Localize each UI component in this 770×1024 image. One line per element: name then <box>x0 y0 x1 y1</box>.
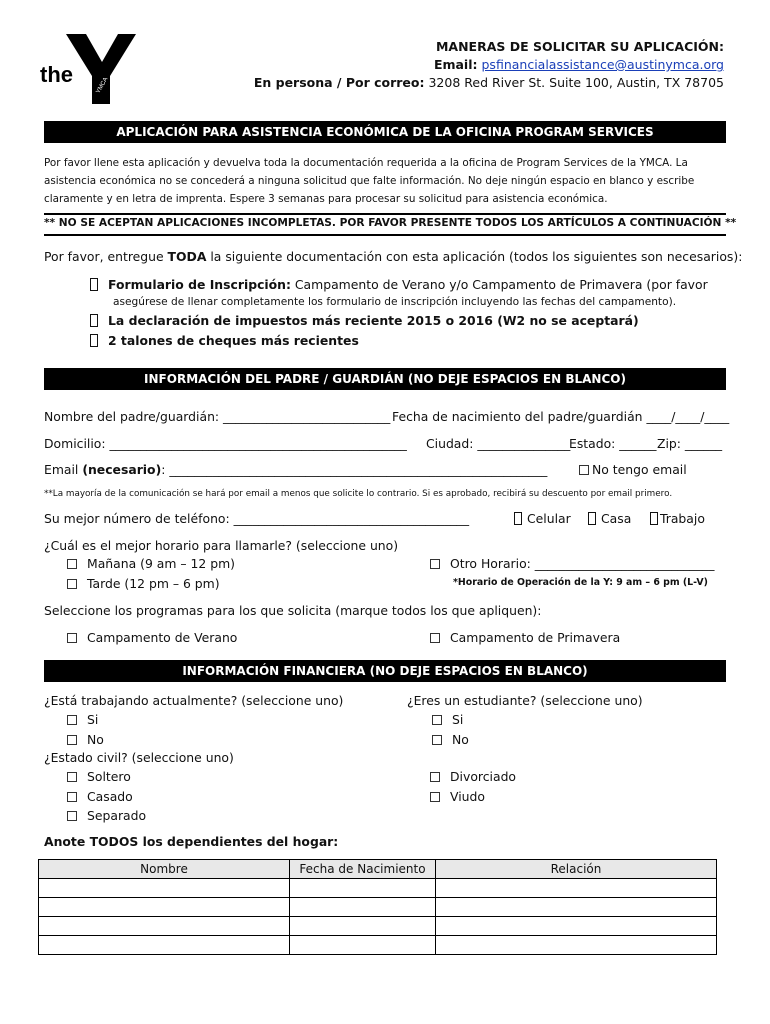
ymca-logo <box>40 30 140 108</box>
section-title-application: APLICACIÓN PARA ASISTENCIA ECONÓMICA DE LA OFICINA PROGRAM SERVICES <box>44 121 726 143</box>
phone-option-work[interactable]: Trabajo <box>650 511 705 526</box>
checkbox[interactable] <box>90 278 98 291</box>
table-row[interactable] <box>39 879 717 898</box>
checkbox[interactable] <box>67 715 77 725</box>
checkbox[interactable] <box>67 735 77 745</box>
divider <box>44 234 726 236</box>
table-header-relation: Relación <box>436 860 717 879</box>
doc-item-registration: Formulario de Inscripción: Campamento de Verano y/o Campamento de Primavera (por favor <box>90 277 708 292</box>
city-field[interactable]: Ciudad: _______________ <box>426 436 571 451</box>
checkbox[interactable] <box>514 512 522 525</box>
header-address-line: En persona / Por correo: 3208 Red River St. Suite 100, Austin, TX 78705 <box>253 75 724 90</box>
email-link[interactable]: psfinancialassistance@austinymca.org <box>481 57 724 72</box>
zip-field[interactable]: Zip: ______ <box>657 436 723 451</box>
parent-name-field[interactable]: Nombre del padre/guardián: ___________________________ <box>44 409 391 424</box>
checkbox[interactable] <box>650 512 658 525</box>
instructions-paragraph: Por favor llene esta aplicación y devuelva toda la documentación requerida a la oficina de Program Services de la YMCA. La asistencia económica no se concederá a ninguna solicitud que falte información. No deje ningún espacio en blanco y escribe claramente y en letra de imprenta. Espere 3 semanas para procesar su solicitud para asistencia económica. <box>44 157 695 205</box>
docs-intro: Por favor, entregue TODA la siguiente documentación con esta aplicación (todos los siguientes son necesarios): <box>44 249 743 264</box>
civil-married[interactable]: Casado <box>67 789 133 804</box>
checkbox[interactable] <box>430 633 440 643</box>
doc-item-taxes: La declaración de impuestos más reciente 2015 o 2016 (W2 no se aceptará) <box>90 313 639 328</box>
parent-dob-field[interactable]: Fecha de nacimiento del padre/guardián ____/____/____ <box>392 409 730 424</box>
checkbox[interactable] <box>67 633 77 643</box>
checkbox[interactable] <box>67 792 77 802</box>
phone-option-cell[interactable]: Celular <box>514 511 571 526</box>
dependents-heading: Anote TODOS los dependientes del hogar: <box>44 834 339 849</box>
checkbox[interactable] <box>67 772 77 782</box>
checkbox[interactable] <box>430 559 440 569</box>
working-no[interactable]: No <box>67 732 104 747</box>
checkbox[interactable] <box>579 465 589 475</box>
checkbox[interactable] <box>67 811 77 821</box>
time-option-other[interactable]: Otro Horario: _____________________________ <box>430 556 714 571</box>
call-time-question: ¿Cuál es el mejor horario para llamarle? (seleccione uno) <box>44 538 399 553</box>
table-header-dob: Fecha de Nacimiento <box>290 860 436 879</box>
civil-single[interactable]: Soltero <box>67 769 131 784</box>
checkbox[interactable] <box>67 559 77 569</box>
civil-question: ¿Estado civil? (seleccione uno) <box>44 750 234 765</box>
programs-question: Seleccione los programas para los que solicita (marque todos los que apliquen): <box>44 603 542 618</box>
state-field[interactable]: Estado: ______ <box>569 436 657 451</box>
student-no[interactable]: No <box>432 732 469 747</box>
civil-widowed[interactable]: Viudo <box>430 789 485 804</box>
civil-separated[interactable]: Separado <box>67 808 146 823</box>
section-title-parent: INFORMACIÓN DEL PADRE / GUARDIÁN (NO DEJE ESPACIOS EN BLANCO) <box>44 368 726 390</box>
checkbox[interactable] <box>432 715 442 725</box>
email-note: **La mayoría de la comunicación se hará por email a menos que solicite lo contrario. Si es aprobado, recibirá su descuento por email primero. <box>44 489 673 499</box>
checkbox[interactable] <box>432 735 442 745</box>
table-row[interactable] <box>39 917 717 936</box>
time-option-morning[interactable]: Mañana (9 am – 12 pm) <box>67 556 235 571</box>
dependents-table <box>38 859 717 955</box>
table-row[interactable] <box>39 898 717 917</box>
phone-option-home[interactable]: Casa <box>588 511 631 526</box>
checkbox[interactable] <box>430 772 440 782</box>
working-question: ¿Está trabajando actualmente? (seleccione uno) <box>44 693 344 708</box>
checkbox[interactable] <box>430 792 440 802</box>
working-yes[interactable]: Si <box>67 712 98 727</box>
checkbox[interactable] <box>90 334 98 347</box>
email-field[interactable]: Email (necesario): _____________________________________________________________ <box>44 462 548 477</box>
header-email-line: Email: psfinancialassistance@austinymca.org <box>433 57 724 72</box>
checkbox[interactable] <box>588 512 596 525</box>
divider <box>44 213 726 215</box>
phone-field[interactable]: Su mejor número de teléfono: ______________________________________ <box>44 511 470 526</box>
logo-small: YMCA <box>95 76 110 95</box>
civil-divorced[interactable]: Divorciado <box>430 769 516 784</box>
doc-item-registration-note: asegúrese de llenar completamente los formulario de inscripción incluyendo las fechas del campamento). <box>113 296 677 308</box>
student-yes[interactable]: Si <box>432 712 463 727</box>
doc-item-paystubs: 2 talones de cheques más recientes <box>90 333 359 348</box>
no-email-option[interactable]: No tengo email <box>579 462 687 477</box>
header-title: MANERAS DE SOLICITAR SU APLICACIÓN: <box>435 39 724 54</box>
logo-word: the <box>40 62 73 87</box>
program-summer[interactable]: Campamento de Verano <box>67 630 237 645</box>
address-field[interactable]: Domicilio: ________________________________________________ <box>44 436 407 451</box>
warning-text: ** NO SE ACEPTAN APLICACIONES INCOMPLETAS. POR FAVOR PRESENTE TODOS LOS ARTÍCULOS A CONTINUACIÓN ** <box>44 217 737 229</box>
section-title-financial: INFORMACIÓN FINANCIERA (NO DEJE ESPACIOS EN BLANCO) <box>44 660 726 682</box>
table-header-name: Nombre <box>39 860 290 879</box>
table-row[interactable] <box>39 936 717 955</box>
student-question: ¿Eres un estudiante? (seleccione uno) <box>407 693 643 708</box>
checkbox[interactable] <box>90 314 98 327</box>
hours-note: *Horario de Operación de la Y: 9 am – 6 pm (L-V) <box>453 577 708 588</box>
program-spring[interactable]: Campamento de Primavera <box>430 630 620 645</box>
time-option-afternoon[interactable]: Tarde (12 pm – 6 pm) <box>67 576 220 591</box>
checkbox[interactable] <box>67 579 77 589</box>
